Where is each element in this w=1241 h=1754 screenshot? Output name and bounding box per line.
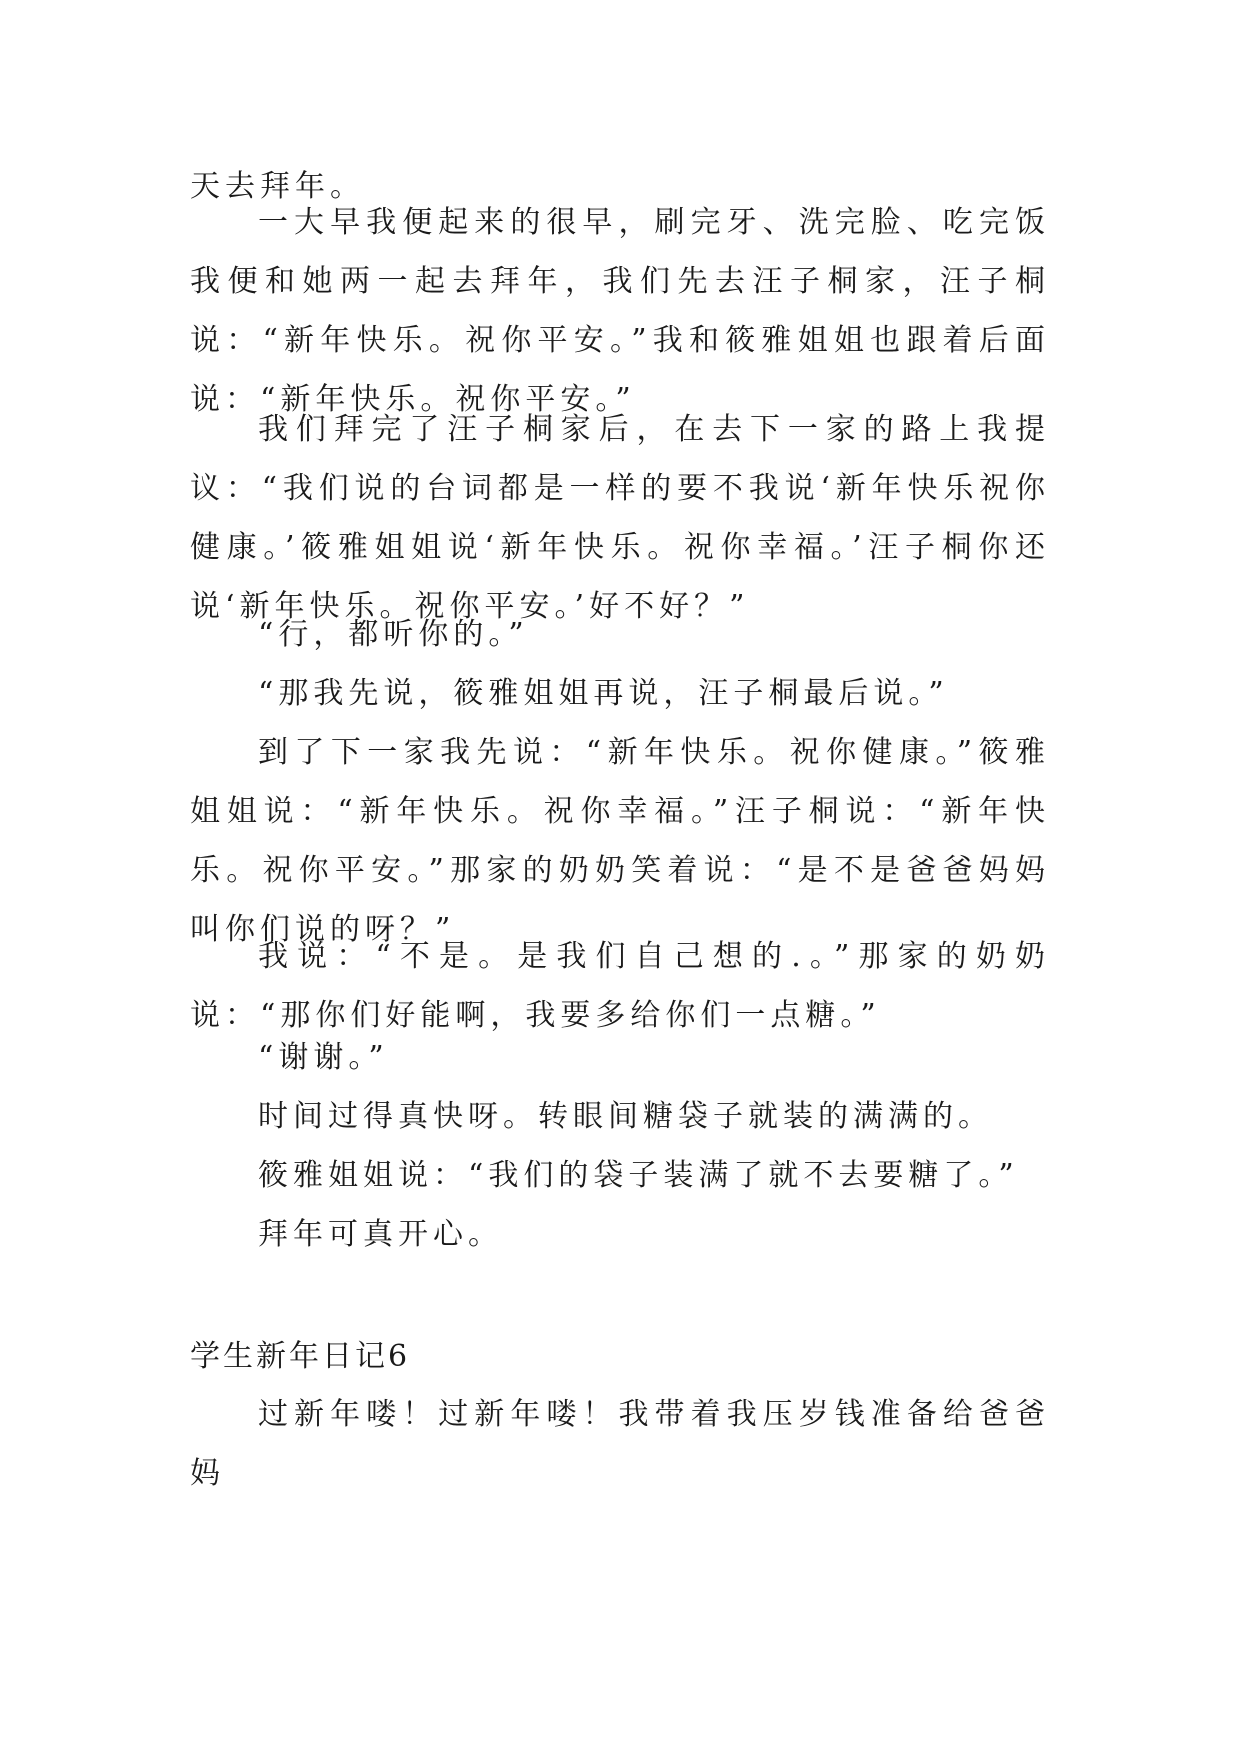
paragraph-2: 一大早我便起来的很早，刷完牙、洗完脸、吃完饭我便和她两一起去拜年，我们先去汪子桐家，汪子桐说：“新年快乐。祝你平安。”我和筱雅姐姐也跟着后面说：“新年快乐。祝你平安。” bbox=[190, 205, 1050, 417]
paragraph-4: “行，都听你的。” bbox=[258, 617, 529, 652]
paragraph-9: 时间过得真快呀。转眼间糖袋子就装的满满的。 bbox=[258, 1099, 993, 1134]
paragraph-10: 筱雅姐姐说：“我们的袋子装满了就不去要糖了。” bbox=[258, 1158, 1019, 1193]
paragraph-6: 到了下一家我先说：“新年快乐。祝你健康。”筱雅姐姐说：“新年快乐。祝你幸福。”汪子桐说：“新年快乐。祝你平安。”那家的奶奶笑着说：“是不是爸爸妈妈叫你们说的呀？” bbox=[190, 735, 1050, 947]
paragraph-8: “谢谢。” bbox=[258, 1040, 389, 1075]
paragraph-3: 我们拜完了汪子桐家后，在去下一家的路上我提议：“我们说的台词都是一样的要不我说‘新年快乐祝你健康。’筱雅姐姐说‘新年快乐。祝你幸福。’汪子桐你还说‘新年快乐。祝你平安。’好不好？” bbox=[190, 412, 1050, 624]
paragraph-7: 我说：“不是。是我们自己想的.。”那家的奶奶说：“那你们好能啊，我要多给你们一点糖。” bbox=[190, 939, 1050, 1033]
paragraph-1: 天去拜年。 bbox=[190, 169, 365, 204]
section-heading: 学生新年日记6 bbox=[190, 1339, 411, 1374]
paragraph-11: 拜年可真开心。 bbox=[258, 1217, 503, 1252]
paragraph-5: “那我先说，筱雅姐姐再说，汪子桐最后说。” bbox=[258, 676, 949, 711]
paragraph-12: 过新年喽！过新年喽！我带着我压岁钱准备给爸爸妈 bbox=[190, 1397, 1050, 1491]
